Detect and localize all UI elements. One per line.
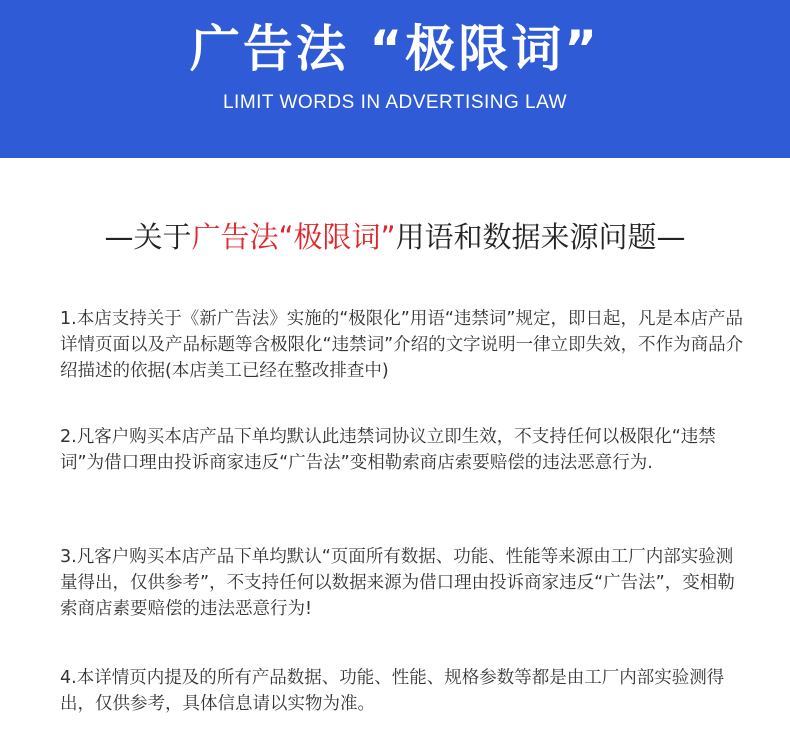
header-banner — [0, 0, 790, 158]
section-heading — [0, 218, 790, 256]
heading-highlight: 广告法“极限词” — [191, 220, 396, 254]
heading-suffix: 用语和数据来源问题— — [395, 220, 686, 254]
policy-paragraph-2: 2.凡客户购买本店产品下单均默认此违禁词协议立即生效，不支持任何以极限化“违禁词”为借口理由投诉商家违反“广告法”变相勒索商店索要赔偿的违法恶意行为. — [60, 427, 716, 473]
policy-paragraph-3: 3.凡客户购买本店产品下单均默认“页面所有数据、功能、性能等来源由工厂内部实验测量得出，仅供参考”，不支持任何以数据来源为借口理由投诉商家违反“广告法”，变相勒索商店素要赔偿的违法恶意行为! — [60, 547, 735, 619]
heading-prefix: —关于 — [104, 220, 192, 254]
banner-subtitle: LIMIT WORDS IN ADVERTISING LAW — [222, 92, 568, 113]
banner-title: 广告法 “极限词” — [189, 20, 601, 78]
policy-paragraph-1: 1.本店支持关于《新广告法》实施的“极限化”用语“违禁词”规定，即日起，凡是本店产品详情页面以及产品标题等含极限化“违禁词”介绍的文字说明一律立即失效，不作为商品介绍描述的依据(本店美工已经在整改排查中) — [60, 309, 744, 381]
policy-paragraph-4: 4.本详情页内提及的所有产品数据、功能、性能、规格参数等都是由工厂内部实验测得出，仅供参考，具体信息请以实物为准。 — [60, 668, 725, 714]
